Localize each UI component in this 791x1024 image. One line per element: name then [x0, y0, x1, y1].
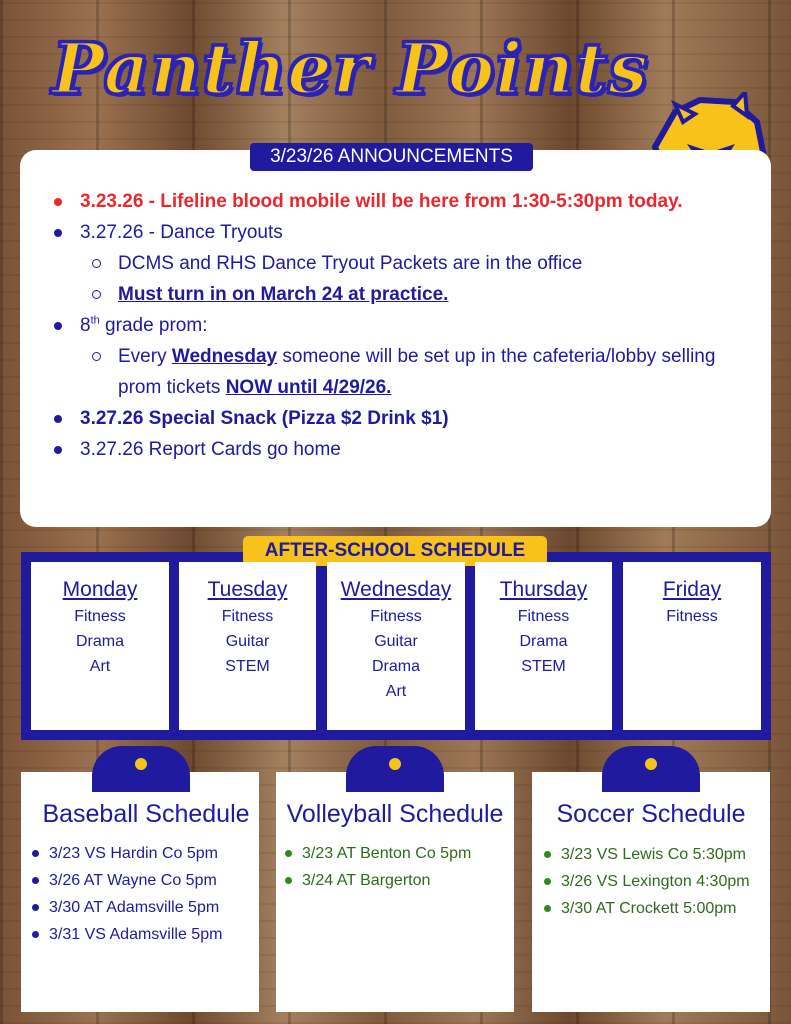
activity: Art	[89, 658, 111, 675]
list-item: 3.27.26 Special Snack (Pizza $2 Drink $1)	[40, 403, 700, 434]
announcements-header: 3/23/26 ANNOUNCEMENTS	[250, 143, 533, 171]
list-item: 3.27.26 Report Cards go home	[40, 434, 700, 465]
list-item: Must turn in on March 24 at practice.	[40, 279, 700, 310]
day-name: Tuesday	[207, 578, 288, 601]
list-item: 3/26 VS Lexington 4:30pm	[539, 868, 750, 895]
day-name: Thursday	[499, 578, 588, 601]
after-school-header: AFTER-SCHOOL SCHEDULE	[243, 536, 547, 566]
volleyball-games-list	[280, 840, 471, 894]
volleyball-schedule-title: Volleyball Schedule	[286, 800, 504, 828]
list-item: 3/30 AT Crockett 5:00pm	[539, 895, 750, 922]
day-column-thursday	[475, 562, 612, 730]
list-item: 3.23.26 - Lifeline blood mobile will be here from 1:30-5:30pm today.	[40, 186, 700, 217]
clip-hole-icon	[135, 758, 147, 770]
activity: STEM	[521, 658, 566, 675]
bullet-icon	[54, 415, 62, 423]
activity: STEM	[225, 658, 270, 675]
bullet-icon	[54, 322, 62, 330]
list-item: 3.27.26 - Dance Tryouts	[40, 217, 700, 248]
bullet-icon	[285, 850, 292, 857]
bullet-icon	[32, 904, 39, 911]
list-item: 3/26 AT Wayne Co 5pm	[27, 867, 222, 894]
baseball-schedule-title: Baseball Schedule	[42, 800, 250, 828]
activity: Guitar	[374, 633, 418, 650]
list-item: 8th grade prom:	[40, 310, 700, 341]
day-name: Monday	[62, 578, 138, 601]
soccer-schedule-title: Soccer Schedule	[556, 800, 746, 828]
soccer-games-list	[539, 841, 750, 922]
bullet-icon	[54, 229, 62, 237]
list-item: 3/24 AT Bargerton	[280, 867, 471, 894]
activity: Drama	[75, 633, 124, 650]
bullet-icon	[285, 877, 292, 884]
activity: Fitness	[370, 608, 422, 625]
activity: Fitness	[221, 608, 274, 625]
bullet-icon	[32, 931, 39, 938]
activity: Fitness	[517, 608, 570, 625]
bullet-icon	[544, 905, 551, 912]
bullet-icon	[32, 850, 39, 857]
bullet-icon	[92, 352, 101, 361]
clip-hole-icon	[389, 758, 401, 770]
activity: Fitness	[74, 608, 126, 625]
day-column-friday	[623, 562, 761, 730]
activity: Drama	[519, 633, 568, 650]
list-item-continued: prom tickets NOW until 4/29/26.	[118, 377, 392, 398]
activity: Guitar	[225, 633, 270, 650]
list-item: 3/23 AT Benton Co 5pm	[280, 840, 471, 867]
bullet-icon	[32, 877, 39, 884]
list-item: DCMS and RHS Dance Tryout Packets are in the office	[40, 248, 700, 279]
activity: Art	[385, 683, 407, 700]
list-item: 3/30 AT Adamsville 5pm	[27, 894, 222, 921]
activity: Fitness	[666, 608, 718, 625]
announcements-list	[40, 186, 716, 465]
day-column-tuesday	[179, 562, 316, 730]
bullet-icon	[54, 198, 62, 206]
bullet-icon	[92, 290, 101, 299]
list-item: Every Wednesday someone will be set up in the cafeteria/lobby selling	[40, 341, 700, 372]
list-item: 3/31 VS Adamsville 5pm	[27, 921, 222, 948]
baseball-games-list	[27, 840, 222, 948]
day-name: Wednesday	[340, 578, 452, 601]
bullet-icon	[92, 259, 101, 268]
clip-hole-icon	[645, 758, 657, 770]
list-item: 3/23 VS Lewis Co 5:30pm	[539, 841, 750, 868]
bullet-icon	[544, 851, 551, 858]
day-column-monday	[31, 562, 169, 730]
day-name: Friday	[662, 578, 722, 601]
day-column-wednesday	[327, 562, 465, 730]
list-item: 3/23 VS Hardin Co 5pm	[27, 840, 222, 867]
bullet-icon	[544, 878, 551, 885]
page-title: Panther Points	[52, 27, 649, 110]
activity: Drama	[371, 658, 420, 675]
bullet-icon	[54, 446, 62, 454]
